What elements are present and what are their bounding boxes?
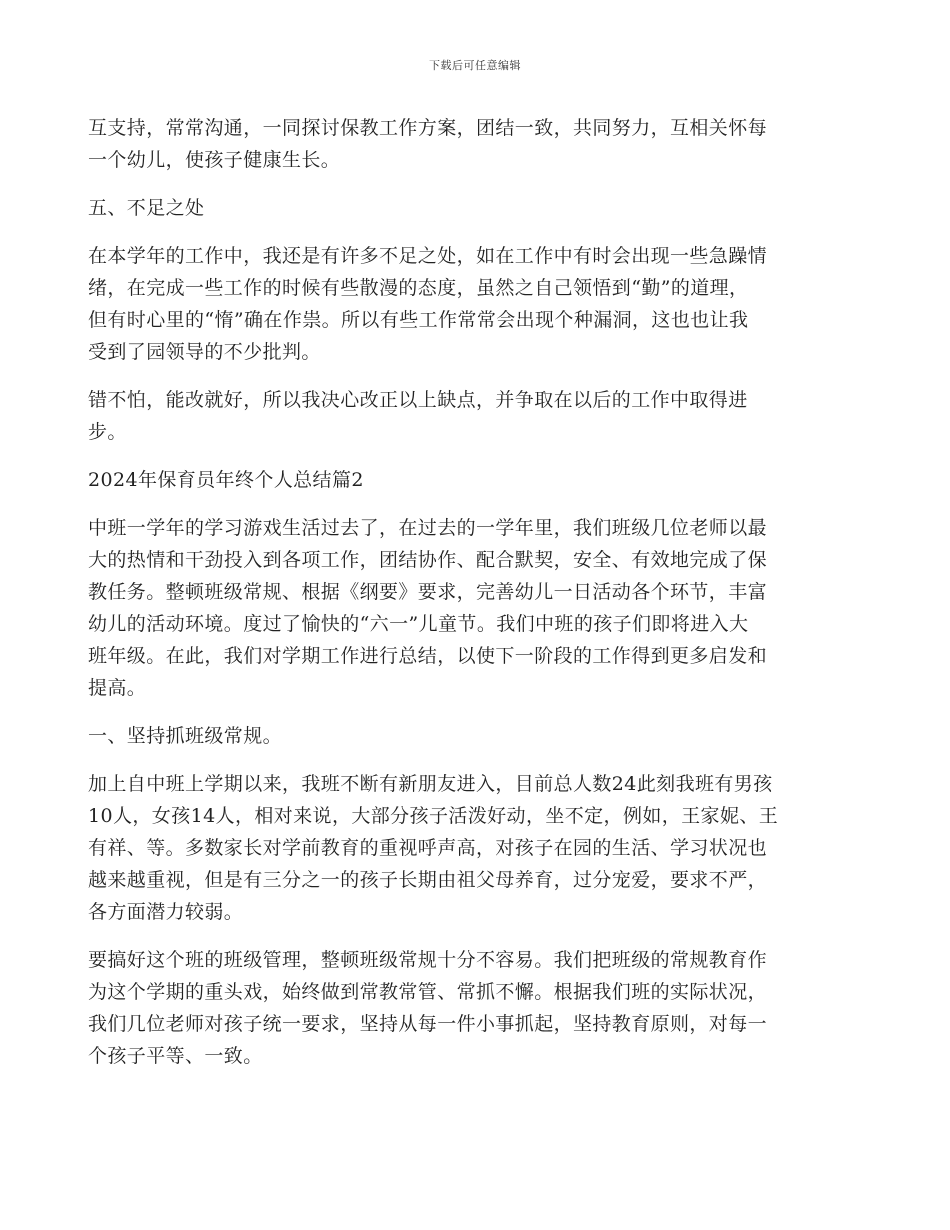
text-line: 教任务。整顿班级常规、根据《纲要》要求，完善幼儿一日活动各个环节，丰富 <box>88 581 768 603</box>
paragraph-intro <box>88 512 864 704</box>
text-line: 要搞好这个班的班级管理，整顿班级常规十分不容易。我们把班级的常规教育作 <box>88 949 768 971</box>
paragraph-shortcomings <box>88 240 864 368</box>
text-line: 大的热情和干劲投入到各项工作，团结协作、配合默契，安全、有效地完成了保 <box>88 549 768 571</box>
text-line: 我们几位老师对孩子统一要求，坚持从每一件小事抓起，坚持教育原则，对每一 <box>88 1013 768 1035</box>
paragraph-continuation <box>88 112 864 176</box>
text-line: 加上自中班上学期以来，我班不断有新朋友进入，目前总人数24此刻我班有男孩 <box>88 773 773 795</box>
text-line: 10人，女孩14人，相对来说，大部分孩子活泼好动，坐不定，例如，王家妮、王 <box>88 805 779 827</box>
document-body <box>88 112 864 1088</box>
paragraph-class-status <box>88 768 864 928</box>
section-heading-class-routine: 一、坚持抓班级常规。 <box>88 725 283 747</box>
text-line: 受到了园领导的不少批判。 <box>88 341 321 363</box>
text-line: 绪，在完成一些工作的时候有些散漫的态度，虽然之自己领悟到“勤”的道理， <box>88 277 749 299</box>
text-line: 互支持，常常沟通，一同探讨保教工作方案，团结一致，共同努力，互相关怀每 <box>88 117 768 139</box>
paragraph-class-management <box>88 944 864 1072</box>
text-line: 为这个学期的重头戏，始终做到常教常管、常抓不懈。根据我们班的实际状况， <box>88 981 768 1003</box>
section-heading-shortcomings: 五、不足之处 <box>88 197 205 219</box>
text-line: 一个幼儿，使孩子健康生长。 <box>88 149 341 171</box>
text-line: 但有时心里的“惰”确在作祟。所以有些工作常常会出现个种漏洞，这也也让我 <box>88 309 749 331</box>
article-title-part-2: 2024年保育员年终个人总结篇2 <box>88 469 364 491</box>
text-line: 错不怕，能改就好，所以我决心改正以上缺点，并争取在以后的工作中取得进 <box>88 389 748 411</box>
page-header: 下载后可任意编辑 <box>429 59 521 72</box>
text-line: 越来越重视，但是有三分之一的孩子长期由祖父母养育，过分宠爱，要求不严， <box>88 869 768 891</box>
text-line: 在本学年的工作中，我还是有许多不足之处，如在工作中有时会出现一些急躁情 <box>88 245 768 267</box>
paragraph-resolve <box>88 384 864 448</box>
text-line: 班年级。在此，我们对学期工作进行总结，以使下一阶段的工作得到更多启发和 <box>88 645 768 667</box>
text-line: 个孩子平等、一致。 <box>88 1045 263 1067</box>
text-line: 中班一学年的学习游戏生活过去了，在过去的一学年里，我们班级几位老师以最 <box>88 517 768 539</box>
text-line: 提高。 <box>88 677 147 699</box>
text-line: 有祥、等。多数家长对学前教育的重视呼声高，对孩子在园的生活、学习状况也 <box>88 837 768 859</box>
text-line: 各方面潜力较弱。 <box>88 901 244 923</box>
text-line: 步。 <box>88 421 127 443</box>
text-line: 幼儿的活动环境。度过了愉快的“六一”儿童节。我们中班的孩子们即将进入大 <box>88 613 749 635</box>
